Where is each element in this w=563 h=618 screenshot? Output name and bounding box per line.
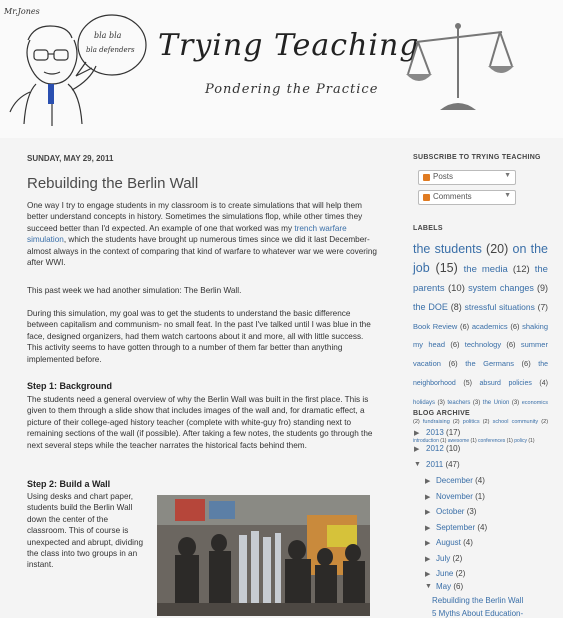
archive-heading: BLOG ARCHIVE: [413, 410, 471, 417]
archive-month-may[interactable]: [436, 582, 463, 591]
label-link[interactable]: [463, 419, 493, 425]
rss-icon: [423, 194, 430, 201]
label-count: (1): [505, 437, 515, 444]
archive-count: (2): [450, 553, 463, 563]
label-count: (20): [481, 242, 513, 256]
archive-year-2011[interactable]: [426, 460, 460, 469]
label-count: (3): [470, 400, 483, 406]
blog-subtitle: Pondering the Practice: [205, 82, 379, 97]
archive-month[interactable]: [436, 476, 485, 485]
label-count: (1): [469, 437, 479, 444]
expand-arrow-icon[interactable]: ▶: [425, 555, 431, 563]
label-text[interactable]: technology: [464, 340, 502, 350]
label-link[interactable]: [514, 438, 534, 444]
step2-heading: Step 2: Build a Wall: [27, 479, 111, 489]
archive-count: (1): [472, 491, 485, 501]
posts-feed-dropdown[interactable]: [418, 170, 516, 185]
label-count: (3): [509, 400, 522, 406]
chevron-down-icon: ▼: [504, 172, 511, 179]
label-count: (2): [479, 418, 493, 425]
archive-month[interactable]: [436, 492, 485, 501]
archive-year-label[interactable]: 2013: [426, 428, 444, 437]
archive-count: (4): [460, 538, 473, 547]
rss-icon: [423, 174, 430, 181]
label-count: (2): [538, 418, 549, 425]
step1-text: The students need a general overview of why the Berlin Wall was built in the first place. This is given to them through a slide show that includes images of the wall and, for dramatic effect, a picture of their college-aged history teacher (complete with white-guy fro) standing next to remaining sections of the wall (if possible). After taking a few notes, the students go through the next several steps while the teacher narrates the historical facts behind them.: [27, 395, 373, 450]
expand-arrow-icon[interactable]: ▶: [425, 478, 431, 485]
archive-month-label[interactable]: July: [436, 553, 451, 563]
label-count: (6): [457, 321, 472, 331]
label-count: (8): [447, 301, 465, 312]
label-count: (2): [449, 418, 463, 425]
feed-label: Comments: [433, 192, 472, 201]
label-link[interactable]: [493, 419, 548, 425]
label-link[interactable]: [472, 322, 522, 331]
label-text[interactable]: the students: [413, 242, 482, 256]
label-count: (2): [413, 418, 423, 425]
label-text[interactable]: absurd policies: [479, 380, 532, 388]
label-count: (6): [514, 359, 539, 369]
post-date: SUNDAY, MAY 29, 2011: [27, 154, 114, 163]
label-link[interactable]: [483, 400, 522, 406]
label-text[interactable]: awesome: [447, 437, 470, 444]
label-link[interactable]: [413, 302, 465, 312]
label-text[interactable]: the media: [463, 263, 508, 275]
label-count: (1): [526, 437, 535, 444]
post-title[interactable]: Rebuilding the Berlin Wall: [27, 175, 199, 192]
label-text[interactable]: system changes: [468, 282, 534, 293]
teacher-cartoon-image: [0, 0, 150, 138]
archive-month-label[interactable]: May: [436, 582, 452, 591]
label-text[interactable]: stressful situations: [464, 301, 535, 312]
label-count: (5): [455, 380, 480, 388]
speech-bubble-line2: bla defenders: [86, 46, 135, 54]
step2-text: Using desks and chart paper, students build the Berlin Wall down the center of the classroom. This of course is unexpected and abrupt, dividing the class into two groups in an instant.: [27, 492, 144, 570]
archive-year-2013[interactable]: [426, 428, 460, 437]
classroom-photo: [157, 495, 370, 616]
label-link[interactable]: [413, 322, 472, 331]
expand-arrow-icon[interactable]: ▶: [425, 571, 431, 578]
label-link[interactable]: [413, 242, 513, 256]
label-text[interactable]: the Germans: [465, 359, 514, 369]
archive-month-label[interactable]: December: [436, 476, 473, 485]
speech-bubble-line1: bla bla: [94, 31, 122, 40]
archive-month[interactable]: [436, 523, 487, 532]
label-text[interactable]: shaking my head: [413, 321, 548, 350]
archive-post-link[interactable]: 5 Myths About Education-: [432, 609, 524, 618]
label-text[interactable]: politics: [462, 418, 480, 425]
label-text[interactable]: the parents: [413, 263, 548, 294]
collapse-arrow-icon[interactable]: ▼: [414, 461, 421, 468]
label-link[interactable]: [480, 380, 548, 387]
expand-arrow-icon[interactable]: ▶: [425, 524, 431, 532]
archive-count: (47): [445, 460, 460, 469]
archive-year-2012[interactable]: [426, 444, 460, 453]
expand-arrow-icon[interactable]: ▶: [414, 446, 420, 453]
label-text[interactable]: on the job: [413, 242, 548, 275]
comments-feed-dropdown[interactable]: [418, 190, 516, 205]
label-link[interactable]: [448, 438, 478, 444]
archive-count: (6): [453, 582, 464, 591]
archive-month[interactable]: [436, 569, 465, 578]
archive-month-label[interactable]: June: [436, 569, 454, 578]
label-link[interactable]: [468, 283, 548, 293]
blog-title[interactable]: Trying Teaching: [158, 28, 420, 63]
post-text: , which the students have brought up numerous times since we did it last December- almost always in the context of comparing that kind of warfare to whatever war we were covering after WWI.: [27, 235, 377, 268]
blog-header: [0, 0, 563, 138]
label-count: (12): [507, 263, 535, 275]
step1-heading: Step 1: Background: [27, 381, 113, 391]
tie-icon: [48, 84, 54, 104]
archive-year-label[interactable]: 2011: [426, 460, 444, 469]
feed-label: Posts: [433, 172, 454, 181]
label-count: (7): [534, 301, 548, 312]
archive-month-label[interactable]: October: [436, 507, 465, 516]
expand-arrow-icon[interactable]: ▶: [425, 509, 431, 516]
archive-month-label[interactable]: August: [436, 538, 461, 547]
label-link[interactable]: [465, 359, 538, 368]
label-count: (3): [435, 400, 448, 406]
label-text[interactable]: teachers: [447, 400, 471, 406]
label-text[interactable]: academics: [471, 321, 508, 331]
archive-month-label[interactable]: November: [436, 491, 473, 501]
trench-warfare-link[interactable]: trench warfare simulation: [27, 223, 347, 245]
post-text: One way I try to engage students in my classroom is to create simulations that will help them better understand concepts in history. Sometimes the simulations flop, while other times they succeed better than I'd expected. An example of one that worked was my: [27, 201, 363, 233]
label-text[interactable]: the neighborhood: [413, 361, 548, 388]
label-text[interactable]: introduction: [413, 437, 439, 444]
subscribe-heading: SUBSCRIBE TO TRYING TEACHING: [413, 154, 541, 161]
post-paragraph-3: During this simulation, my goal was to get the students to understand the basic difference between capitalism and communism- no small feat. In the past I've talked until I was blue in the face, designed organizers, had them watch cartoons about it and more, all with little success. This activity seems to have gotten through to a number of them far better than anything implemented before.: [27, 309, 371, 364]
label-text[interactable]: the DOE: [413, 301, 448, 312]
expand-arrow-icon[interactable]: ▶: [425, 540, 431, 547]
label-count: (6): [445, 340, 465, 350]
label-link[interactable]: [465, 302, 548, 312]
label-link[interactable]: [413, 400, 447, 406]
chevron-down-icon: ▼: [504, 192, 511, 199]
archive-post-link[interactable]: Rebuilding the Berlin Wall: [432, 596, 524, 605]
collapse-arrow-icon[interactable]: ▼: [425, 583, 432, 590]
archive-count: (10): [446, 444, 461, 453]
archive-count: (2): [453, 569, 466, 578]
label-count: (6): [440, 359, 466, 369]
label-link[interactable]: [413, 438, 448, 444]
archive-count: (17): [446, 428, 461, 437]
archive-year-label[interactable]: 2012: [426, 444, 444, 453]
expand-arrow-icon[interactable]: ▶: [414, 430, 420, 437]
label-text[interactable]: holidays: [413, 400, 436, 406]
post-paragraph-2: This past week we had another simulation: The Berlin Wall.: [27, 286, 242, 295]
label-text[interactable]: fundraising: [422, 418, 450, 425]
archive-month-label[interactable]: September: [436, 522, 476, 532]
label-text[interactable]: policy: [514, 437, 527, 444]
label-link[interactable]: [464, 264, 535, 275]
archive-month[interactable]: [436, 538, 473, 547]
label-text[interactable]: economics: [521, 400, 548, 406]
label-count: (15): [429, 260, 464, 275]
label-text[interactable]: Book Review: [413, 321, 458, 331]
post-paragraph-1: [27, 200, 379, 268]
label-count: (4): [531, 380, 548, 388]
label-count: (9): [533, 282, 549, 293]
label-text[interactable]: school community: [492, 418, 539, 425]
label-text[interactable]: summer vacation: [413, 340, 548, 369]
labels-heading: LABELS: [413, 225, 443, 232]
label-text[interactable]: conferences: [478, 437, 506, 444]
expand-arrow-icon[interactable]: ▶: [425, 493, 431, 501]
archive-month[interactable]: [436, 507, 476, 516]
archive-count: (4): [475, 522, 488, 532]
scales-of-justice-icon: [406, 18, 516, 114]
archive-month[interactable]: [436, 554, 462, 563]
label-count: (6): [501, 340, 521, 350]
archive-count: (4): [472, 476, 485, 485]
label-link[interactable]: [447, 400, 482, 406]
label-count: (6): [507, 321, 523, 331]
label-link[interactable]: [465, 340, 521, 349]
label-link[interactable]: [478, 438, 514, 444]
label-count: (10): [444, 282, 469, 294]
label-count: (1): [438, 437, 448, 444]
cartoon-name-tag: Mr.Jones: [4, 7, 40, 16]
label-text[interactable]: the Union: [482, 400, 510, 406]
label-link[interactable]: [423, 419, 463, 425]
archive-count: (3): [464, 507, 477, 516]
